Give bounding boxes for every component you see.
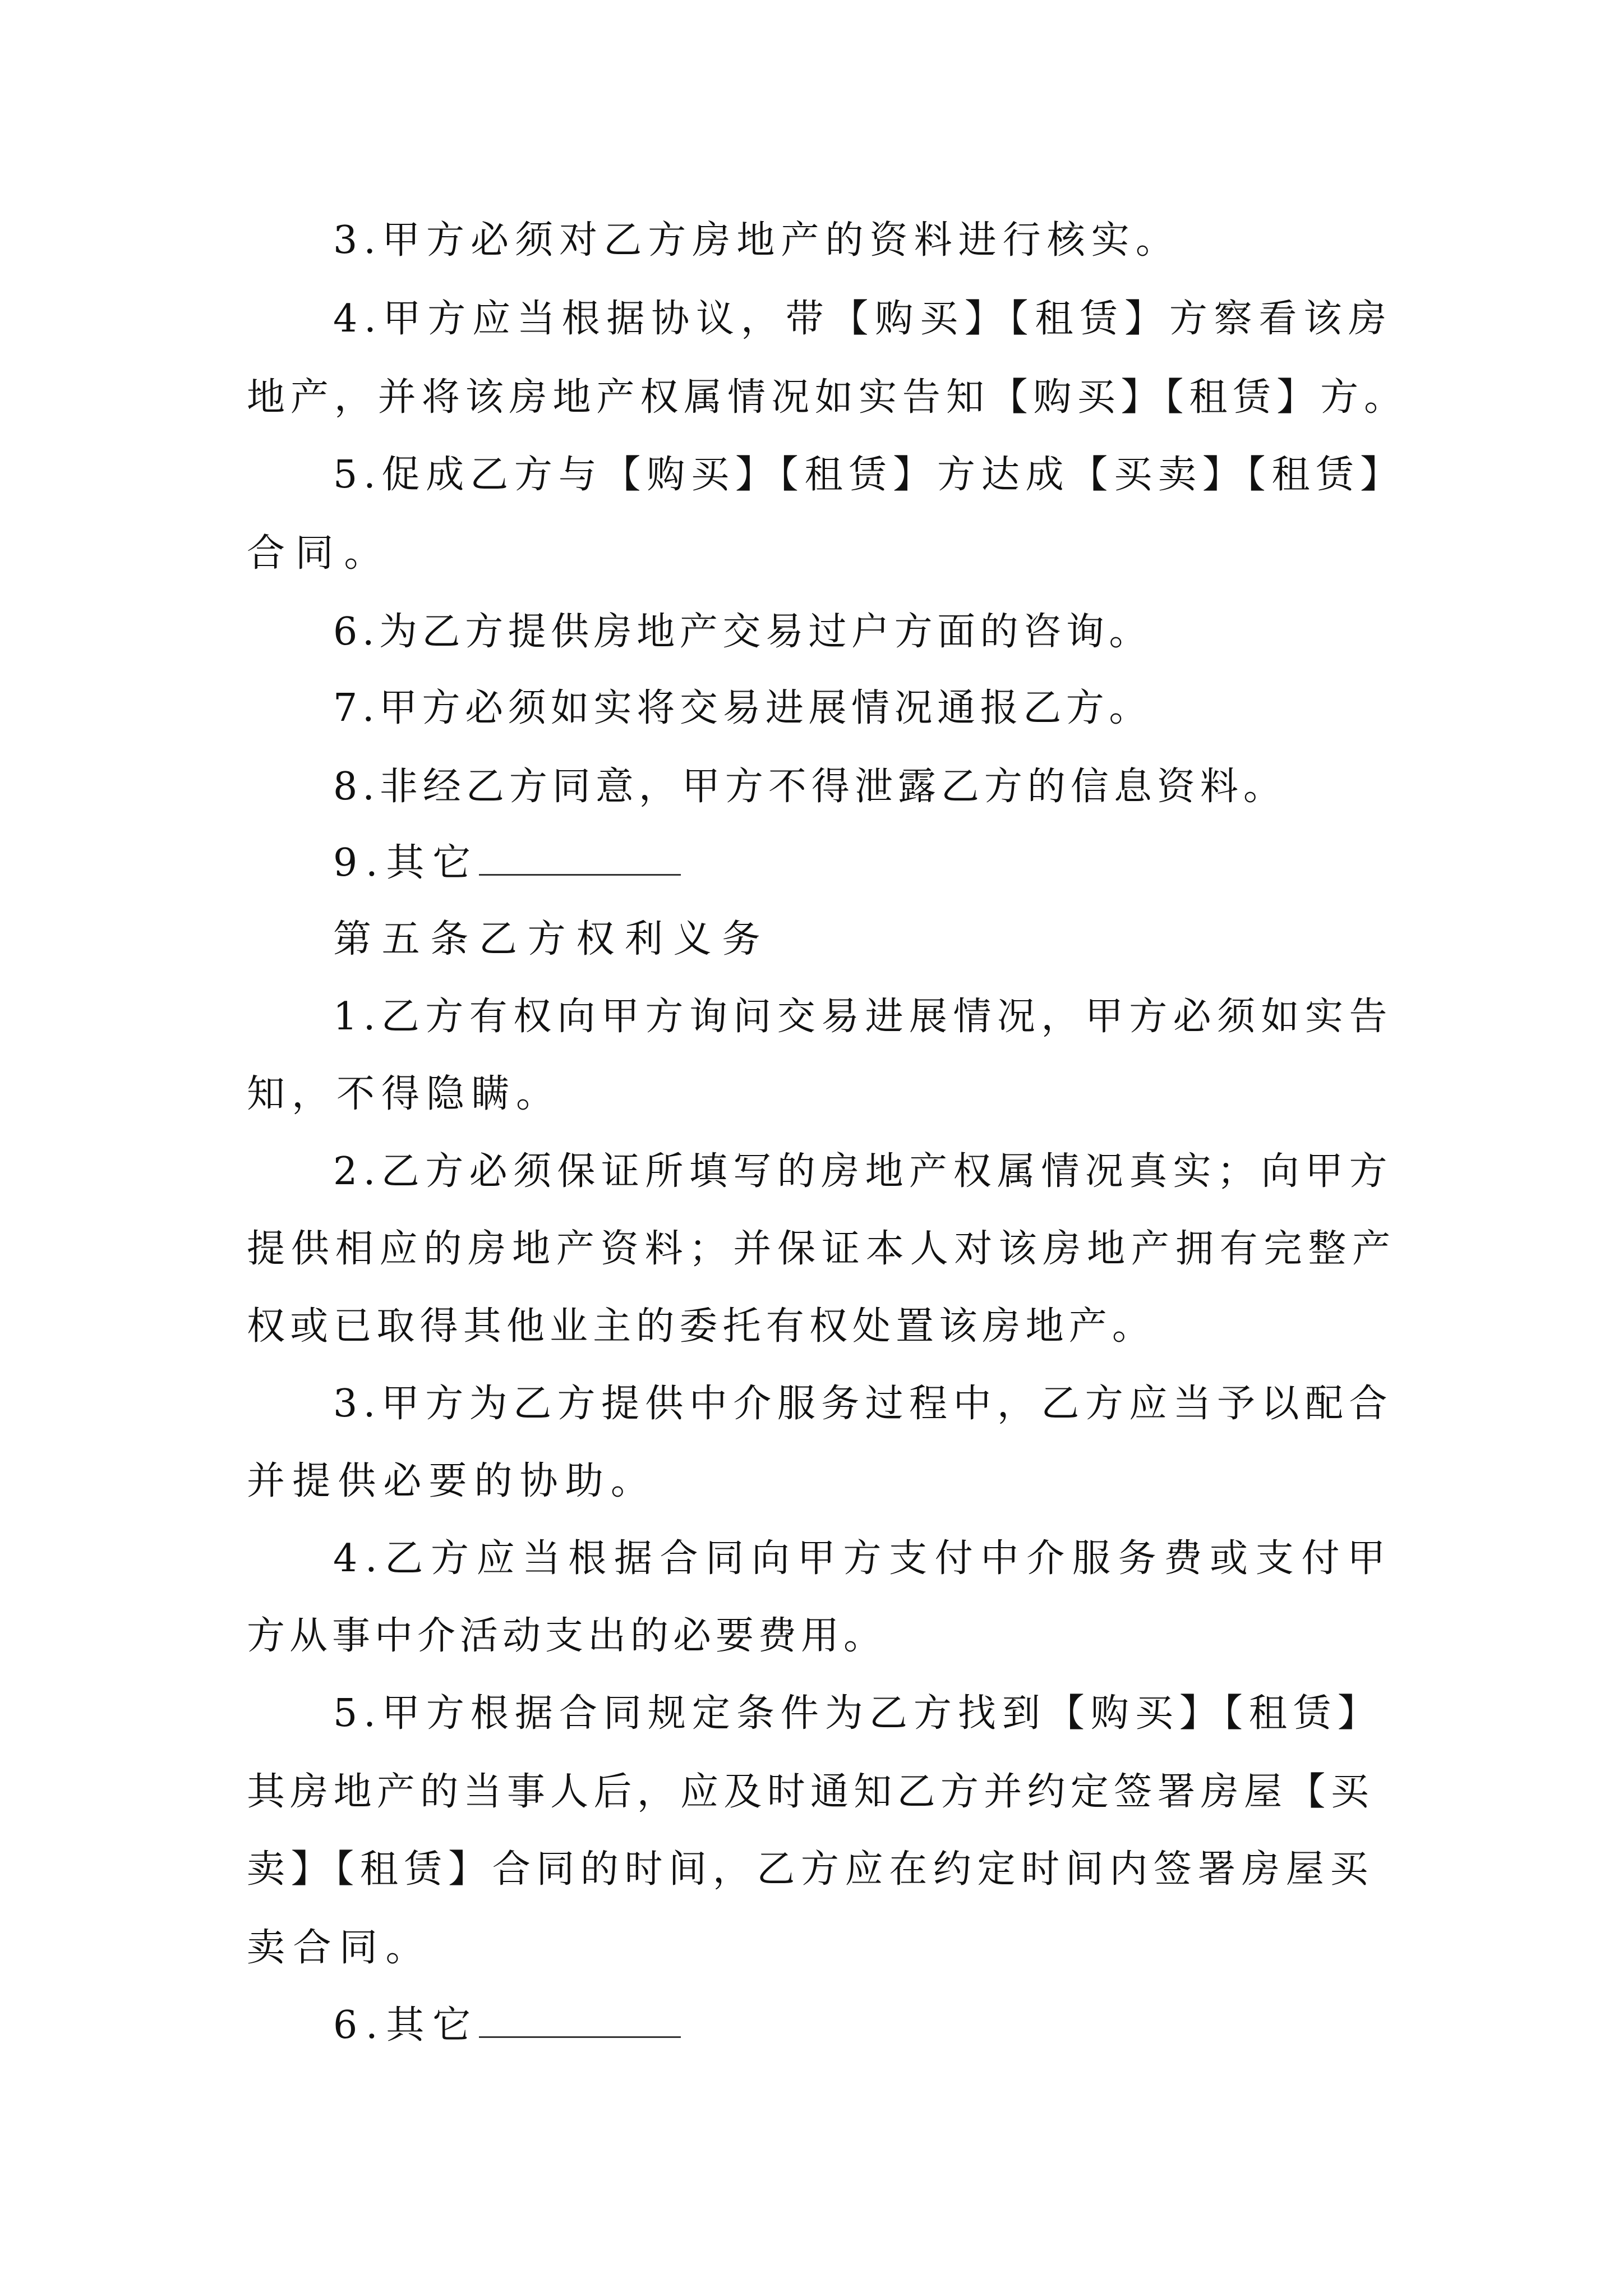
paragraph-line: 并提供必要的协助。 <box>247 1459 657 1503</box>
paragraph-line: 合同。 <box>247 531 393 576</box>
paragraph-line: 9.其它 <box>333 841 479 885</box>
fill-in-blank[interactable] <box>479 839 681 876</box>
paragraph-line: 卖合同。 <box>247 1926 432 1970</box>
paragraph-line: 2.乙方必须保证所填写的房地产权属情况真实；向甲方 <box>333 1149 1393 1194</box>
paragraph-line: 知，不得隐瞒。 <box>247 1072 561 1116</box>
other-item-line <box>333 2000 681 2051</box>
paragraph-line: 6.为乙方提供房地产交易过户方面的咨询。 <box>333 610 1152 654</box>
paragraph-line: 提供相应的房地产资料；并保证本人对该房地产拥有完整产 <box>247 1227 1397 1271</box>
paragraph-line: 7.甲方必须如实将交易进展情况通报乙方。 <box>333 686 1152 730</box>
other-item-line <box>333 838 681 889</box>
paragraph-line: 8.非经乙方同意，甲方不得泄露乙方的信息资料。 <box>333 765 1287 809</box>
paragraph-line: 5.甲方根据合同规定条件为乙方找到【购买】【租赁】 <box>333 1691 1382 1736</box>
paragraph-line: 6.其它 <box>333 2003 479 2047</box>
paragraph-line: 3.甲方为乙方提供中介服务过程中，乙方应当予以配合 <box>333 1382 1393 1426</box>
paragraph-line: 4.乙方应当根据合同向甲方支付中介服务费或支付甲 <box>333 1536 1393 1581</box>
paragraph-line: 卖】【租赁】合同的时间，乙方应在约定时间内签署房屋买 <box>247 1847 1375 1892</box>
paragraph-line: 地产，并将该房地产权属情况如实告知【购买】【租赁】方。 <box>247 375 1408 420</box>
paragraph-line: 3.甲方必须对乙方房地产的资料进行核实。 <box>333 218 1180 263</box>
section-heading: 第五条乙方权利义务 <box>333 917 771 961</box>
paragraph-line: 5.促成乙方与【购买】【租赁】方达成【买卖】【租赁】 <box>333 453 1404 497</box>
paragraph-line: 1.乙方有权向甲方询问交易进展情况，甲方必须如实告 <box>333 995 1393 1039</box>
paragraph-line: 4.甲方应当根据协议，带【购买】【租赁】方察看该房 <box>333 297 1393 341</box>
paragraph-line: 其房地产的当事人后，应及时通知乙方并约定签署房屋【买 <box>247 1770 1375 1814</box>
fill-in-blank[interactable] <box>479 2001 681 2038</box>
paragraph-line: 方从事中介活动支出的必要费用。 <box>247 1614 887 1658</box>
paragraph-line: 权或已取得其他业主的委托有权处置该房地产。 <box>247 1304 1156 1349</box>
